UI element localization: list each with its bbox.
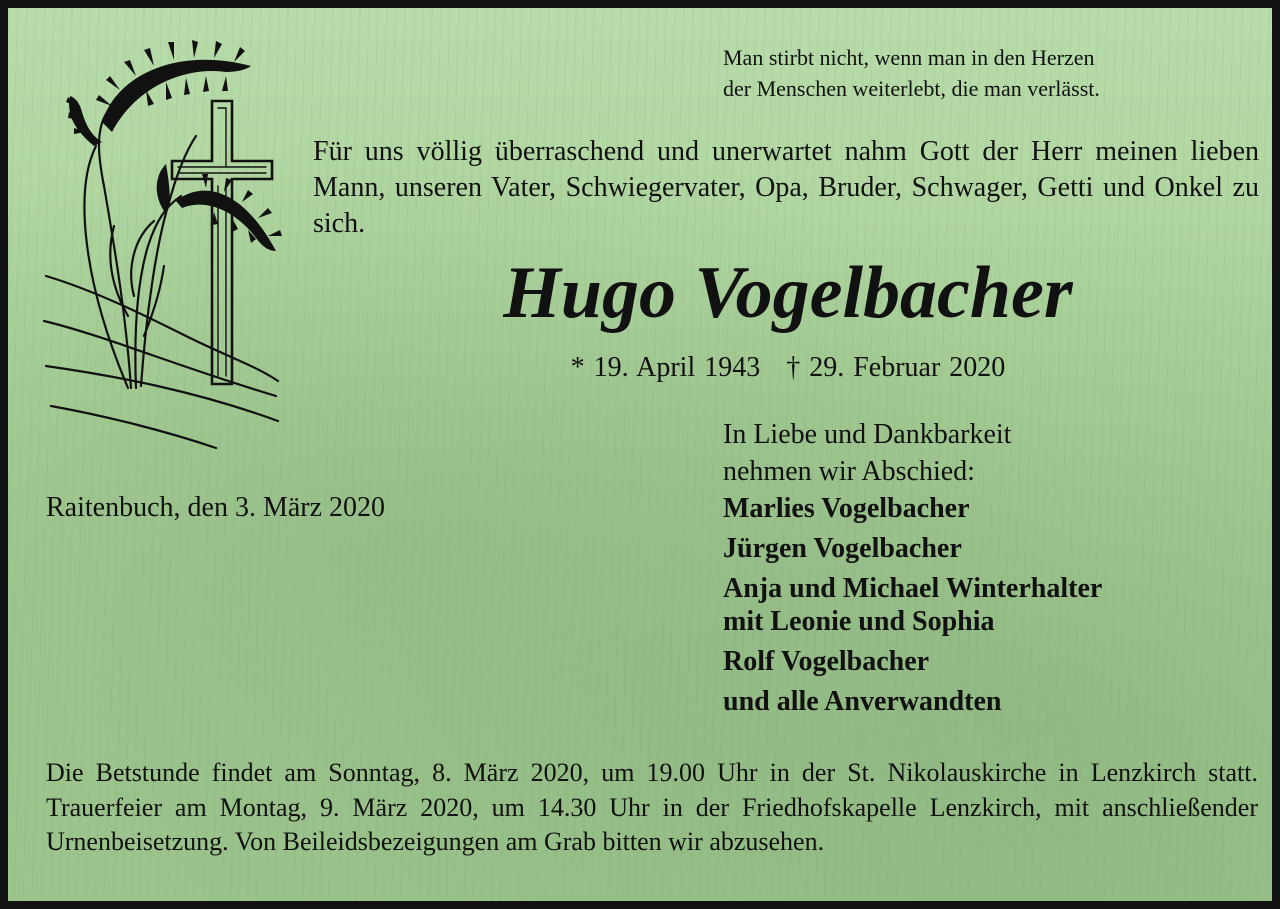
mourner-name: Rolf Vogelbacher xyxy=(723,646,930,677)
mourner-name: Jürgen Vogelbacher xyxy=(723,533,962,564)
mourner-name: und alle Anverwandten xyxy=(723,686,1002,717)
life-dates xyxy=(308,350,1268,386)
deceased-name: Hugo Vogelbacher xyxy=(503,252,1073,334)
place-and-date: Raitenbuch, den 3. März 2020 xyxy=(46,492,386,523)
quote-line: der Menschen weiterlebt, die man verlässt. xyxy=(723,76,1100,101)
cross-with-wheat-icon xyxy=(36,36,286,456)
quote-line: Man stirbt nicht, wenn man in den Herzen xyxy=(723,45,1095,70)
farewell-line: In Liebe und Dankbarkeit xyxy=(723,419,1012,450)
farewell-text xyxy=(723,416,1263,490)
mourner-name: Marlies Vogelbacher xyxy=(723,493,970,524)
mourners-list xyxy=(723,492,1263,725)
service-notice: Die Betstunde findet am Sonntag, 8. März 2020, um 19.00 Uhr in der St. Nikolauskirche in Lenzkirch statt. Trauerfeier am Montag, 9. März 2020, um 14.30 Uhr in der Friedhofskapelle Lenzkirch, mit anschließender Urnenbeisetzung. Von Beileidsbezeigungen am Grab bitten wir abzusehen. xyxy=(46,758,1258,856)
death-date: † 29. Februar 2020 xyxy=(786,352,1006,383)
birth-date: * 19. April 1943 xyxy=(570,352,761,383)
memorial-quote xyxy=(723,42,1243,104)
announcement-text: Für uns völlig überraschend und unerwartet nahm Gott der Herr meinen lieben Mann, unseren Vater, Schwiegervater, Opa, Bruder, Schwager, Getti und Onkel zu sich. xyxy=(313,136,1259,239)
mourner-name: Anja und Michael Winterhalter mit Leonie und Sophia xyxy=(723,573,1103,637)
farewell-line: nehmen wir Abschied: xyxy=(723,456,975,487)
